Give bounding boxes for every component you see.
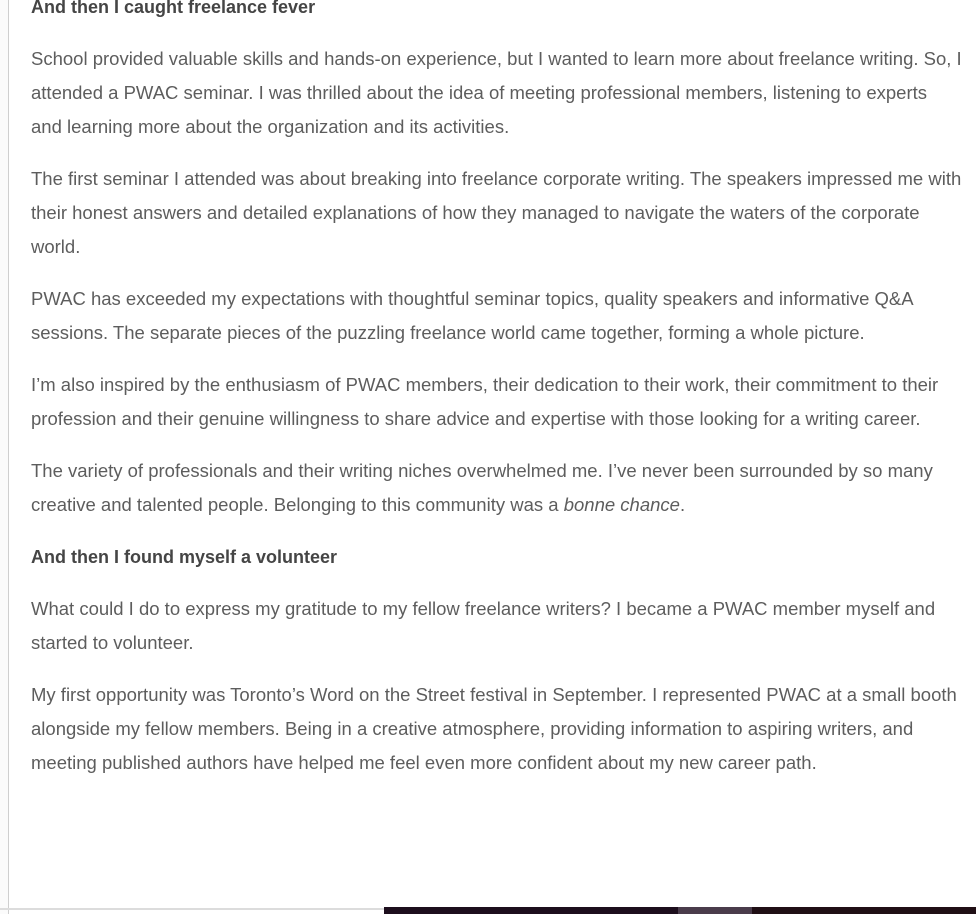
article-content [31, 0, 962, 798]
embedded-image-top-sliver [384, 907, 976, 914]
paragraph-first-seminar: The first seminar I attended was about breaking into freelance corporate writing. The speakers impressed me with their honest answers and detailed explanations of how they managed to navigate the waters of the corporate world. [31, 168, 962, 257]
embedded-image-segment-dark-left [384, 907, 678, 914]
paragraph-gratitude: What could I do to express my gratitude to my fellow freelance writers? I became a PWAC member myself and started to volunteer. [31, 598, 936, 653]
paragraph-variety-text: The variety of professionals and their writing niches overwhelmed me. I’ve never been surrounded by so many creative and talented people. Belonging to this community was a [31, 460, 933, 515]
paragraph-variety-italic-phrase: bonne chance [563, 494, 680, 515]
bottom-divider [0, 908, 384, 910]
paragraph-inspired: I’m also inspired by the enthusiasm of PWAC members, their dedication to their work, their commitment to their profession and their genuine willingness to share advice and expertise with those looking for a writing career. [31, 374, 939, 429]
paragraph-school: School provided valuable skills and hands-on experience, but I wanted to learn more about freelance writing. So, I attended a PWAC seminar. I was thrilled about the idea of meeting professional members, listening to experts and learning more about the organization and its activities. [31, 48, 962, 137]
paragraph-variety [31, 454, 962, 522]
section-heading-freelance-fever: And then I caught freelance fever [31, 0, 316, 17]
embedded-image-segment-dark-right [752, 907, 976, 914]
content-left-border [0, 0, 9, 914]
paragraph-first-opportunity: My first opportunity was Toronto’s Word on the Street festival in September. I represented PWAC at a small booth alongside my fellow members. Being in a creative atmosphere, providing information to aspiring writers, and meeting published authors have helped me feel even more confident about my new career path. [31, 684, 957, 773]
embedded-image-segment-light-middle [678, 907, 752, 914]
section-heading-volunteer: And then I found myself a volunteer [31, 547, 338, 567]
paragraph-variety-period: . [679, 494, 686, 515]
paragraph-pwac-exceeded: PWAC has exceeded my expectations with thoughtful seminar topics, quality speakers and informative Q&A sessions. The separate pieces of the puzzling freelance world came together, forming a whole picture. [31, 288, 913, 343]
